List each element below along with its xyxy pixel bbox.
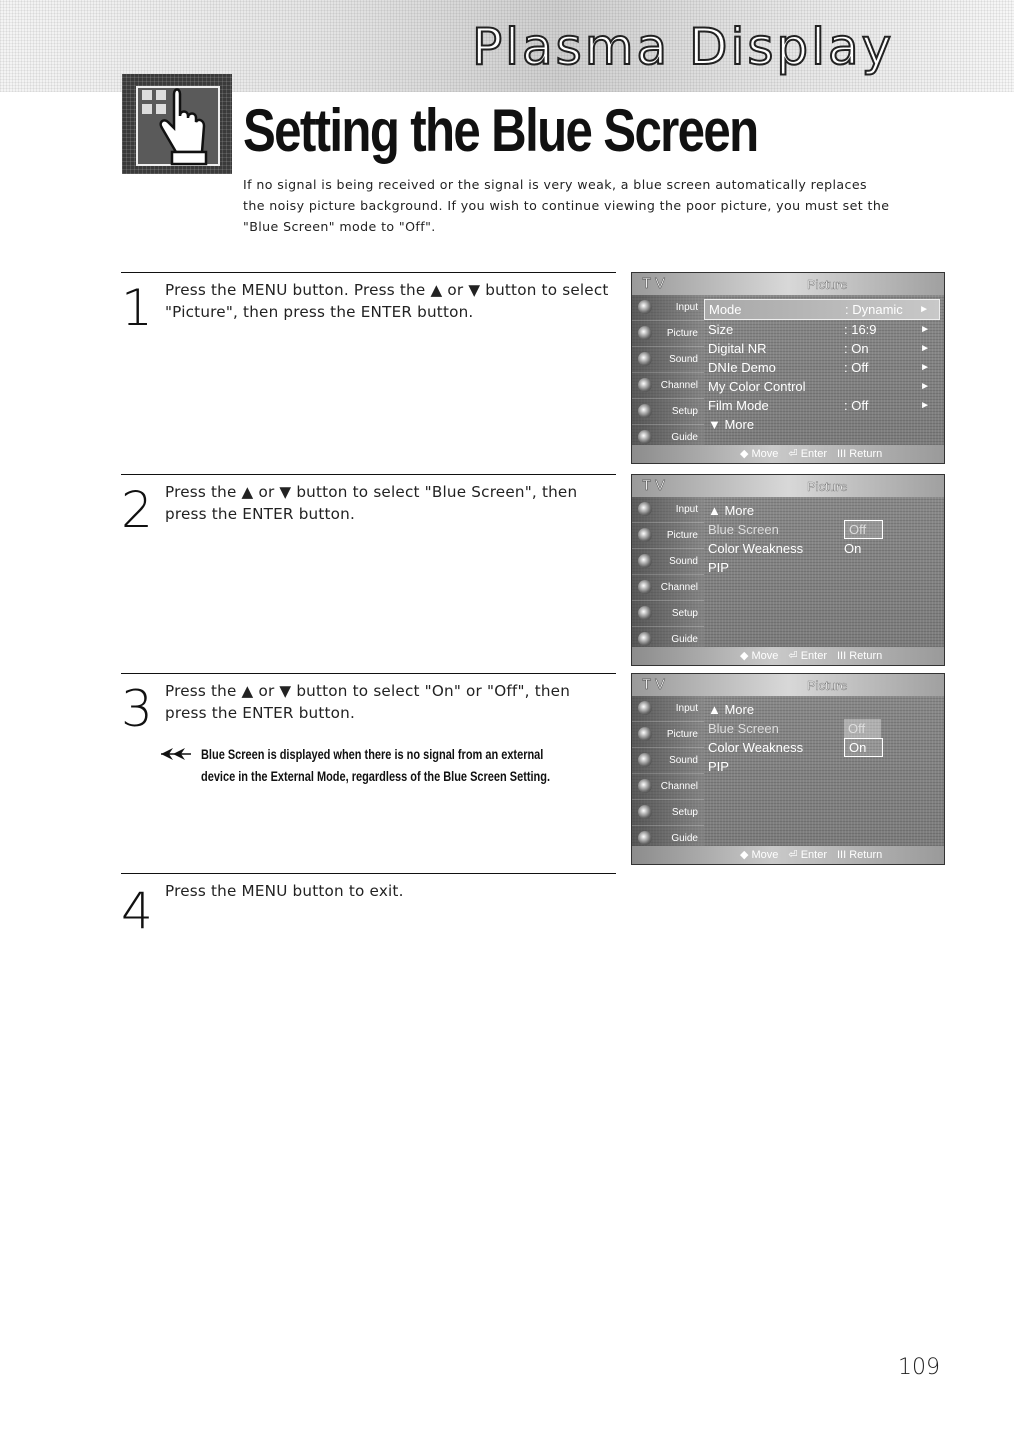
channel-icon — [638, 378, 652, 392]
osd-sidebar — [632, 295, 704, 445]
input-icon — [638, 701, 652, 715]
osd-help-bar: ◆ Move ⏎ Enter III Return — [632, 846, 944, 864]
step-line: press the ENTER button. — [165, 704, 356, 722]
osd-menu-title: Picture — [807, 277, 848, 292]
osd-row-size: Size : 16:9 ► — [708, 322, 930, 337]
step-2 — [121, 474, 616, 665]
step-1 — [121, 272, 616, 463]
step-text — [165, 279, 615, 323]
setup-icon — [638, 805, 652, 819]
step-4 — [121, 873, 616, 954]
banner-title: Plasma Display — [472, 18, 895, 76]
channel-icon — [638, 779, 652, 793]
osd-side-item: Guide — [632, 425, 704, 451]
right-arrow-icon: ► — [920, 324, 930, 335]
osd-side-item: Channel — [632, 774, 704, 800]
osd-help-bar: ◆ Move ⏎ Enter III Return — [632, 647, 944, 665]
input-icon — [638, 300, 652, 314]
osd-row-pip: PIP — [708, 560, 729, 575]
osd-screen-blue-screen-on-off — [631, 673, 945, 865]
osd-row-color-weakness: Color Weakness On — [708, 541, 862, 556]
osd-row-blue-screen: Blue Screen Off — [704, 520, 940, 539]
osd-menu-rows — [704, 299, 940, 434]
osd-side-item: Sound — [632, 549, 704, 575]
osd-side-item: Channel — [632, 373, 704, 399]
osd-side-item: Picture — [632, 321, 704, 347]
right-arrow-icon: ► — [920, 362, 930, 373]
hand-pointer-icon — [122, 74, 232, 174]
note-arrow-icon — [159, 747, 193, 761]
right-arrow-icon: ► — [920, 381, 930, 392]
osd-side-item: Guide — [632, 826, 704, 852]
intro-line: If no signal is being received or the signal is very weak, a blue screen automatically replaces — [243, 177, 867, 192]
step-3 — [121, 673, 616, 864]
intro-paragraph — [243, 174, 923, 237]
sound-icon — [638, 753, 652, 767]
osd-screen-picture-menu — [631, 272, 945, 464]
osd-tv-label: T V — [642, 477, 666, 494]
osd-side-item: Setup — [632, 399, 704, 425]
right-arrow-icon: ► — [920, 343, 930, 354]
sound-icon — [638, 554, 652, 568]
osd-side-item: Input — [632, 696, 704, 722]
osd-side-item: Input — [632, 295, 704, 321]
osd-screen-blue-screen-select — [631, 474, 945, 666]
osd-menu-title: Picture — [807, 678, 848, 693]
osd-sidebar — [632, 696, 704, 846]
note-line: Blue Screen is displayed when there is no signal from an external — [201, 747, 544, 762]
setup-icon — [638, 606, 652, 620]
osd-row-more: ▲ More — [708, 503, 755, 518]
osd-tv-label: T V — [642, 275, 666, 292]
osd-menu-title: Picture — [807, 479, 848, 494]
osd-menu-rows — [704, 501, 940, 577]
step-text — [165, 481, 615, 525]
osd-side-item: Input — [632, 497, 704, 523]
picture-icon — [638, 326, 652, 340]
osd-row-digital-nr: Digital NR : On ► — [708, 341, 930, 356]
step-line: "Picture", then press the ENTER button. — [165, 303, 474, 321]
osd-tv-label: T V — [642, 676, 666, 693]
note-text — [201, 744, 611, 788]
step-text — [165, 680, 615, 724]
intro-line: "Blue Screen" mode to "Off". — [243, 219, 436, 234]
osd-side-item: Sound — [632, 347, 704, 373]
osd-side-item: Picture — [632, 722, 704, 748]
osd-side-item: Channel — [632, 575, 704, 601]
step-line: press the ENTER button. — [165, 505, 356, 523]
osd-sidebar — [632, 497, 704, 647]
note-line: device in the External Mode, regardless of the Blue Screen Setting. — [201, 769, 551, 784]
page-number: 109 — [898, 1355, 940, 1380]
setup-icon — [638, 404, 652, 418]
osd-side-item: Sound — [632, 748, 704, 774]
osd-row-more: ▲ More — [708, 702, 755, 717]
guide-icon — [638, 430, 652, 444]
step-line: Press the MENU button to exit. — [165, 882, 404, 900]
channel-icon — [638, 580, 652, 594]
step-number: 4 — [121, 882, 153, 940]
step-line: Press the ▲ or ▼ button to select "On" or "Off", then — [165, 682, 571, 700]
osd-row-color-weakness: Color Weakness On — [704, 738, 940, 757]
step-line: Press the MENU button. Press the ▲ or ▼ button to select — [165, 281, 609, 299]
osd-row-my-color-control: My Color Control ► — [708, 379, 930, 394]
osd-row-mode: Mode : Dynamic ► — [704, 299, 940, 320]
step-number: 2 — [121, 481, 153, 539]
step-number: 3 — [121, 680, 153, 738]
osd-title-bar — [632, 273, 944, 295]
picture-icon — [638, 727, 652, 741]
osd-side-item: Picture — [632, 523, 704, 549]
osd-row-more: ▼ More — [708, 417, 755, 432]
osd-row-dnie-demo: DNIe Demo : Off ► — [708, 360, 930, 375]
osd-title-bar — [632, 475, 944, 497]
osd-side-item: Setup — [632, 800, 704, 826]
osd-row-blue-screen: Blue Screen Off — [704, 719, 940, 738]
sound-icon — [638, 352, 652, 366]
osd-side-item: Setup — [632, 601, 704, 627]
right-arrow-icon: ► — [920, 400, 930, 411]
intro-line: the noisy picture background. If you wish to continue viewing the poor picture, you must set the — [243, 198, 890, 213]
guide-icon — [638, 831, 652, 845]
right-arrow-icon: ► — [919, 304, 929, 315]
step-line: Press the ▲ or ▼ button to select "Blue Screen", then — [165, 483, 578, 501]
picture-icon — [638, 528, 652, 542]
page-title: Setting the Blue Screen — [243, 97, 758, 164]
step-number: 1 — [121, 279, 153, 337]
osd-title-bar — [632, 674, 944, 696]
guide-icon — [638, 632, 652, 646]
osd-row-pip: PIP — [708, 759, 729, 774]
step-text — [165, 880, 615, 902]
osd-side-item: Guide — [632, 627, 704, 653]
input-icon — [638, 502, 652, 516]
osd-row-film-mode: Film Mode : Off ► — [708, 398, 930, 413]
osd-menu-rows — [704, 700, 940, 776]
osd-help-bar: ◆ Move ⏎ Enter III Return — [632, 445, 944, 463]
